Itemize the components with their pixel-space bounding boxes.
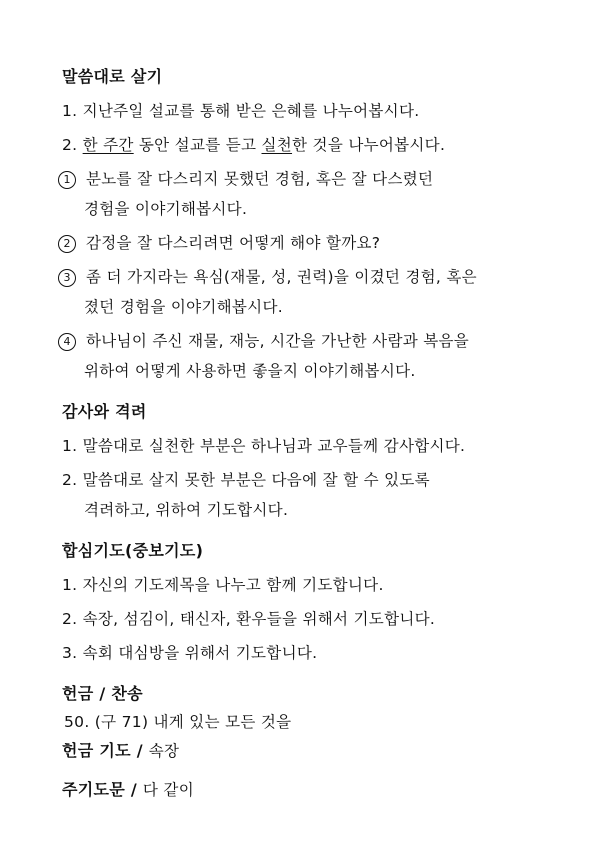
q2-underline-practice: 실천	[261, 136, 293, 154]
circled-number-2: 2	[58, 235, 76, 253]
q2-prefix: 2.	[62, 136, 83, 154]
lords-prayer	[62, 780, 194, 800]
circled-number-4: 4	[58, 333, 76, 351]
offering-title: 헌금 / 찬송	[62, 684, 143, 703]
offering-prayer	[62, 741, 179, 761]
section-title-live-by-word: 말씀대로 살기	[62, 67, 163, 86]
offering-hymn: 50. (구 71) 내게 있는 모든 것을	[64, 713, 292, 731]
prayer-line-2: 2. 속장, 섬김이, 태신자, 환우들을 위해서 기도합니다.	[62, 610, 436, 628]
circled-number-1: 1	[58, 171, 76, 189]
item-4-line-1: 하나님이 주신 재물, 재능, 시간을 가난한 사람과 복음을	[86, 332, 470, 350]
lords-prayer-label: 주기도문 /	[62, 780, 143, 799]
item-1-line-1: 분노를 잘 다스리지 못했던 경험, 혹은 잘 다스렸던	[86, 170, 434, 188]
circled-number-3: 3	[58, 269, 76, 287]
offering-prayer-value: 속장	[148, 742, 180, 760]
thanks-line-2: 2. 말씀대로 살지 못한 부분은 다음에 잘 할 수 있도록	[62, 471, 430, 489]
section-title-thanks: 감사와 격려	[62, 402, 147, 421]
item-3	[58, 267, 477, 287]
item-3-line-2: 졌던 경험을 이야기해봅시다.	[84, 298, 283, 316]
offering-prayer-label: 헌금 기도 /	[62, 741, 149, 760]
item-4	[58, 331, 469, 351]
lords-prayer-value: 다 같이	[142, 781, 194, 799]
item-2-line-1: 감정을 잘 다스리려면 어떻게 해야 할까요?	[86, 234, 381, 252]
question-1: 1. 지난주일 설교를 통해 받은 은혜를 나누어봅시다.	[62, 102, 420, 120]
q2-suffix: 한 것을 나누어봅시다.	[292, 136, 446, 154]
prayer-line-1: 1. 자신의 기도제목을 나누고 함께 기도합니다.	[62, 576, 384, 594]
item-1-line-2: 경험을 이야기해봅시다.	[84, 200, 248, 218]
thanks-line-1: 1. 말씀대로 실천한 부분은 하나님과 교우들께 감사합시다.	[62, 437, 466, 455]
item-4-line-2: 위하여 어떻게 사용하면 좋을지 이야기해봅시다.	[84, 362, 416, 380]
prayer-line-3: 3. 속회 대심방을 위해서 기도합니다.	[62, 644, 318, 662]
q2-underline-week: 한 주간	[82, 136, 134, 154]
item-3-line-1: 좀 더 가지라는 욕심(재물, 성, 권력)을 이겼던 경험, 혹은	[86, 268, 477, 286]
question-2	[62, 135, 445, 155]
section-title-prayer: 합심기도(중보기도)	[62, 541, 204, 560]
thanks-line-3: 격려하고, 위하여 기도합시다.	[84, 501, 289, 519]
item-1	[58, 169, 433, 189]
q2-middle: 동안 설교를 듣고	[133, 136, 262, 154]
item-2	[58, 233, 380, 253]
